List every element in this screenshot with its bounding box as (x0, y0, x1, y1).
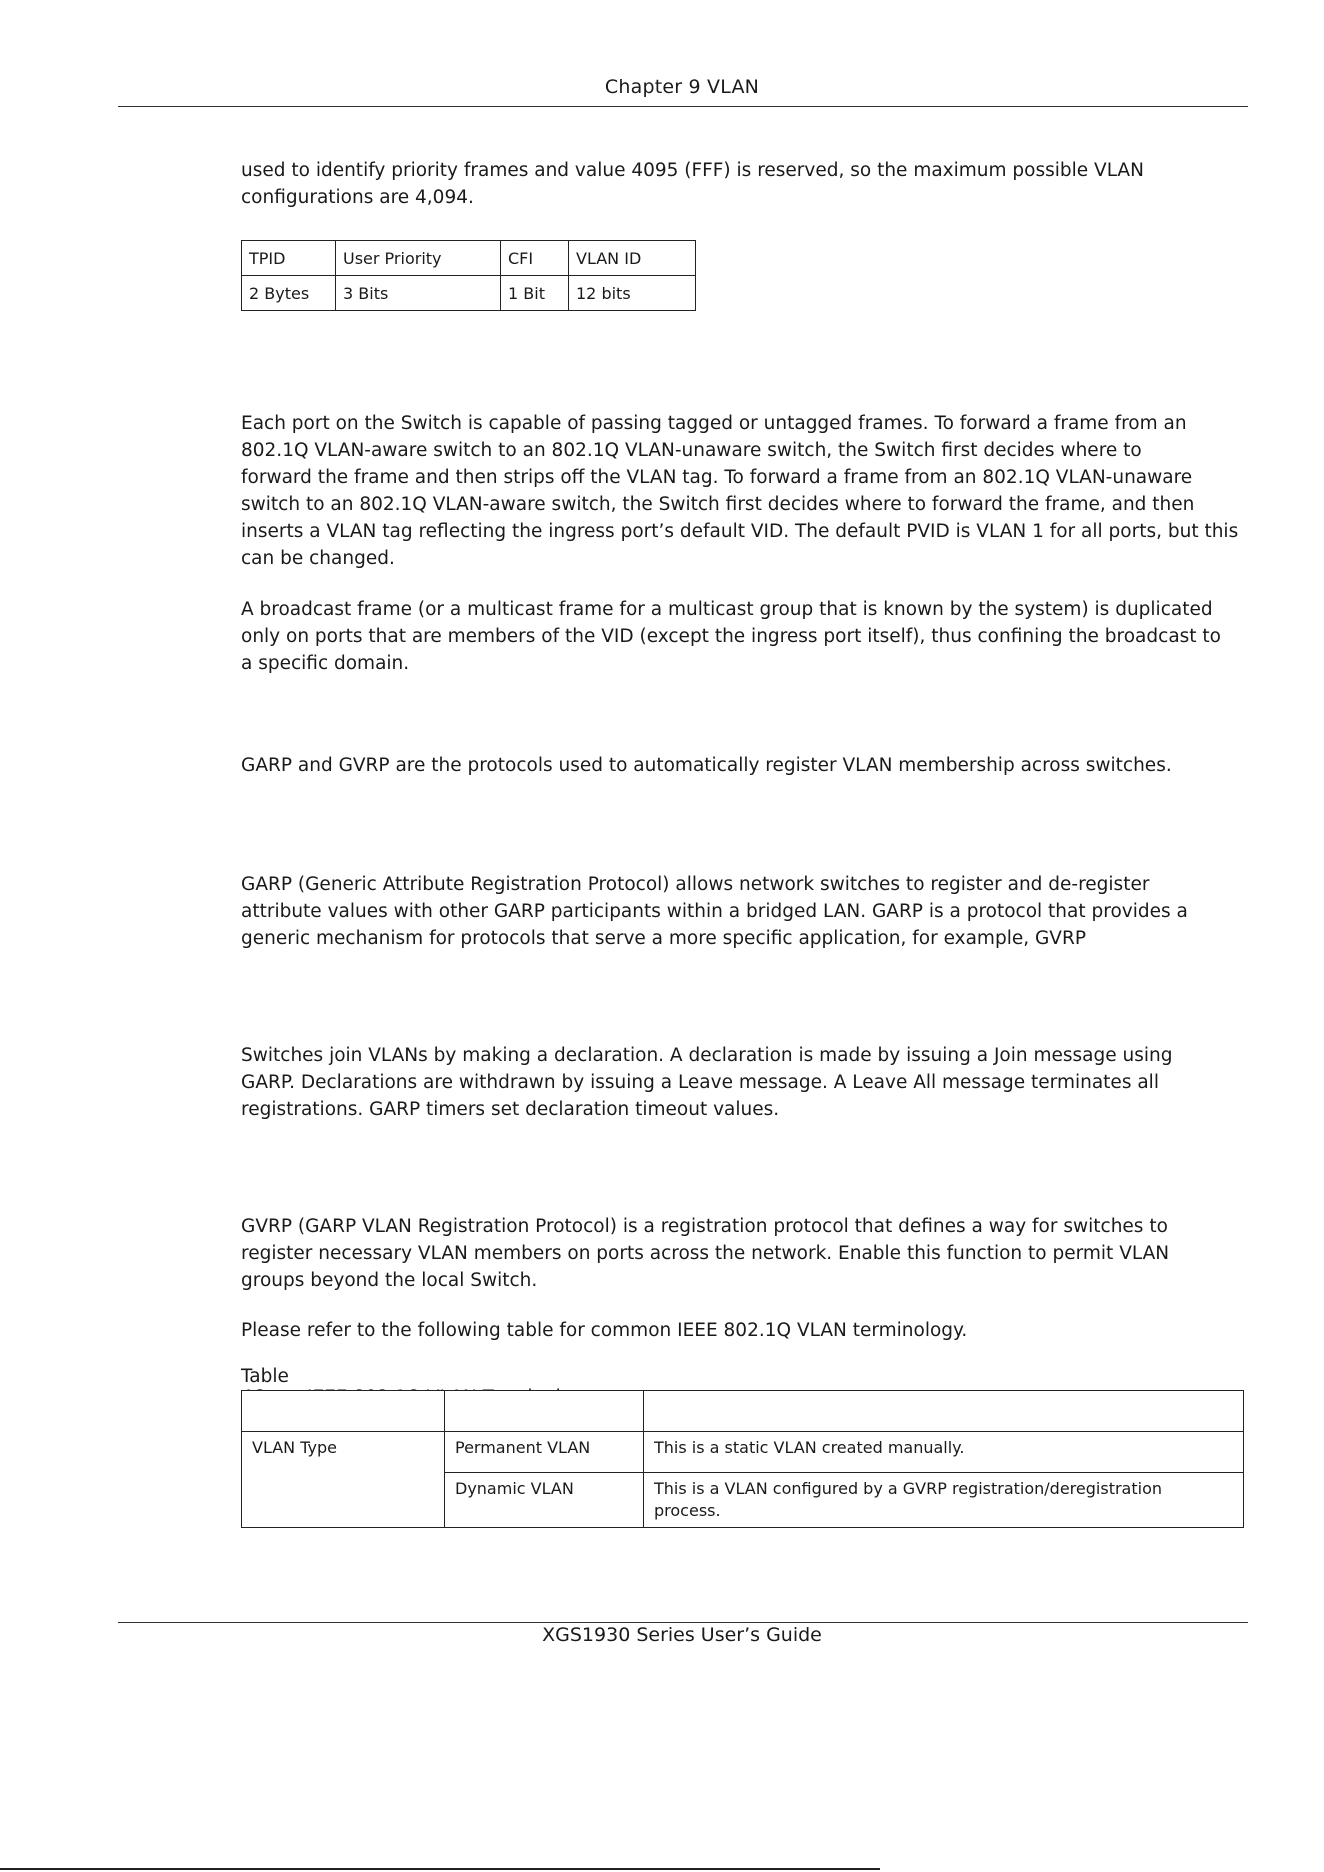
paragraph-line: Each port on the Switch is capable of passing tagged or untagged frames. To forward a frame from an (241, 413, 1187, 434)
tag-field-cell: CFI (501, 241, 569, 276)
paragraph-line: can be changed. (241, 548, 395, 569)
tag-size-cell: 1 Bit (501, 276, 569, 311)
page-footer-title: XGS1930 Series User’s Guide (542, 1624, 822, 1646)
garp-gvrp-paragraph (241, 752, 1251, 779)
term-cell: Dynamic VLAN (445, 1473, 644, 1528)
header-rule (118, 106, 1248, 107)
paragraph-line: configurations are 4,094. (241, 187, 474, 208)
type-cell: VLAN Type (242, 1432, 445, 1473)
tag-field-row (242, 241, 696, 276)
intro-paragraph (241, 157, 1251, 211)
table-header-cell (242, 1391, 445, 1432)
table-header-cell (644, 1391, 1244, 1432)
paragraph-line: 802.1Q VLAN-aware switch to an 802.1Q VLAN-unaware switch, the Switch first decides where to (241, 440, 1142, 461)
tag-size-cell: 3 Bits (336, 276, 501, 311)
forwarding-paragraph (241, 410, 1251, 572)
paragraph-line: A broadcast frame (or a multicast frame for a multicast group that is known by the system) is duplicated (241, 599, 1213, 620)
description-cell: This is a static VLAN created manually. (644, 1432, 1244, 1473)
table-row (242, 1432, 1244, 1473)
paragraph-line: Please refer to the following table for common IEEE 802.1Q VLAN terminology. (241, 1320, 968, 1341)
vlan-terminology-table (241, 1390, 1244, 1528)
footer-rule (118, 1622, 1248, 1623)
paragraph-line: register necessary VLAN members on ports across the network. Enable this function to permit VLAN (241, 1243, 1170, 1264)
paragraph-line: generic mechanism for protocols that serve a more specific application, for example, GVRP (241, 928, 1086, 949)
tag-size-row (242, 276, 696, 311)
table-header-row (242, 1391, 1244, 1432)
table-caption-number: Table (241, 1366, 289, 1387)
description-cell: This is a VLAN configured by a GVRP registration/deregistration process. (644, 1473, 1244, 1528)
table-header-cell (445, 1391, 644, 1432)
join-paragraph (241, 1042, 1251, 1123)
paragraph-line: Switches join VLANs by making a declaration. A declaration is made by issuing a Join message using (241, 1045, 1173, 1066)
tag-size-cell: 12 bits (569, 276, 696, 311)
vlan-tag-format-table (241, 240, 696, 311)
page-header-title: Chapter 9 VLAN (604, 76, 760, 98)
paragraph-line: groups beyond the local Switch. (241, 1270, 538, 1291)
tag-field-cell: TPID (242, 241, 336, 276)
table-row (242, 1473, 1244, 1528)
paragraph-line: GVRP (GARP VLAN Registration Protocol) is a registration protocol that defines a way for switches to (241, 1216, 1168, 1237)
page-edge-rule (0, 1868, 880, 1870)
tag-field-cell: User Priority (336, 241, 501, 276)
type-cell (242, 1473, 445, 1528)
garp-paragraph (241, 871, 1251, 952)
refer-paragraph (241, 1317, 1251, 1344)
paragraph-line: a specific domain. (241, 653, 410, 674)
paragraph-line: switch to an 802.1Q VLAN-aware switch, the Switch first decides where to forward the frame, and then (241, 494, 1195, 515)
gvrp-paragraph (241, 1213, 1251, 1294)
term-cell: Permanent VLAN (445, 1432, 644, 1473)
broadcast-paragraph (241, 596, 1251, 677)
tag-size-cell: 2 Bytes (242, 276, 336, 311)
paragraph-line: forward the frame and then strips off the VLAN tag. To forward a frame from an 802.1Q VLAN-unaware (241, 467, 1193, 488)
paragraph-line: GARP (Generic Attribute Registration Protocol) allows network switches to register and de-register (241, 874, 1150, 895)
paragraph-line: used to identify priority frames and value 4095 (FFF) is reserved, so the maximum possible VLAN (241, 160, 1144, 181)
paragraph-line: attribute values with other GARP participants within a bridged LAN. GARP is a protocol that provides a (241, 901, 1188, 922)
paragraph-line: registrations. GARP timers set declaration timeout values. (241, 1099, 780, 1120)
tag-field-cell: VLAN ID (569, 241, 696, 276)
paragraph-line: GARP and GVRP are the protocols used to automatically register VLAN membership across switches. (241, 755, 1172, 776)
paragraph-line: GARP. Declarations are withdrawn by issuing a Leave message. A Leave All message terminates all (241, 1072, 1159, 1093)
paragraph-line: inserts a VLAN tag reflecting the ingress port’s default VID. The default PVID is VLAN 1 for all ports, but this (241, 521, 1239, 542)
paragraph-line: only on ports that are members of the VID (except the ingress port itself), thus confining the broadcast to (241, 626, 1221, 647)
